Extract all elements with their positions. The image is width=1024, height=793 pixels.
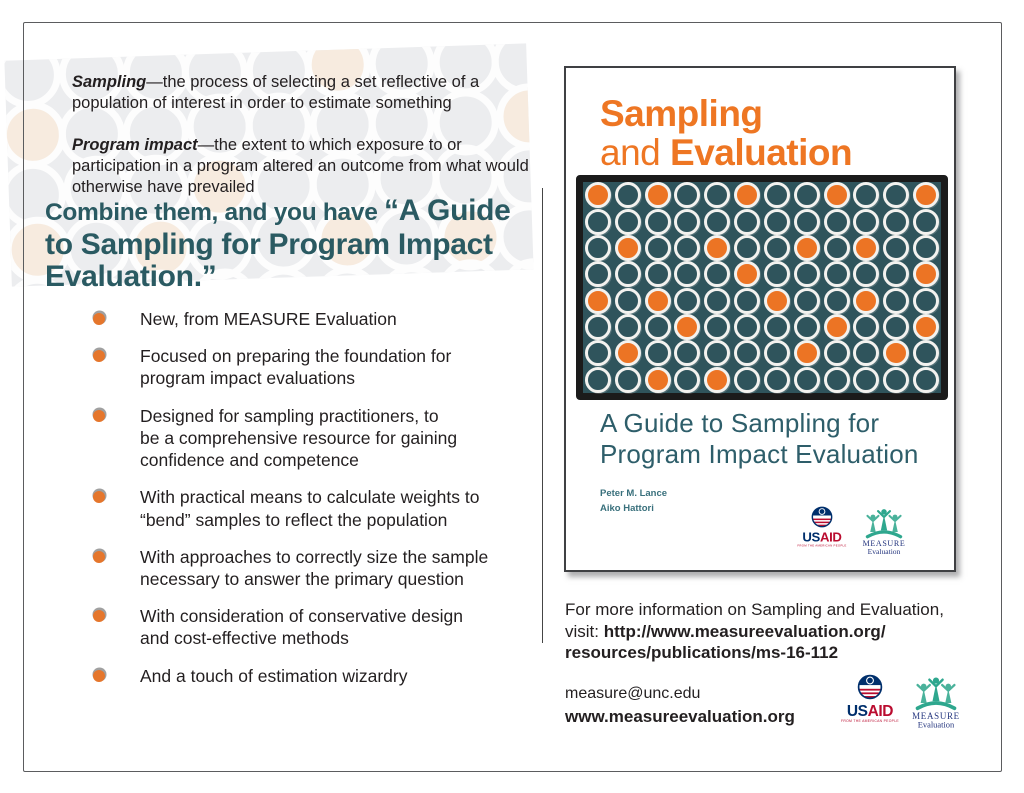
bullet-text: Designed for sampling practitioners, to be a comprehensive resource for gaining confidence and competence xyxy=(140,405,458,471)
svg-text:MEASURE: MEASURE xyxy=(912,710,960,721)
svg-text:USAID: USAID xyxy=(846,703,894,720)
sample-dot-filled xyxy=(853,235,879,261)
sample-dot-filled xyxy=(913,261,939,287)
sample-dot-empty xyxy=(913,340,939,366)
bullet-text: With practical means to calculate weights to “bend” samples to reflect the population xyxy=(140,487,480,530)
sample-dot-filled xyxy=(794,340,820,366)
sample-dot-empty xyxy=(883,261,909,287)
sample-dot-empty xyxy=(734,314,760,340)
sample-dot-empty xyxy=(794,182,820,208)
sample-dot-empty xyxy=(764,261,790,287)
svg-text:FROM THE AMERICAN PEOPLE: FROM THE AMERICAN PEOPLE xyxy=(840,719,900,723)
bullet-item xyxy=(93,665,529,687)
info-line2 xyxy=(565,621,944,643)
sample-dot-empty xyxy=(704,261,730,287)
sample-dot-empty xyxy=(704,182,730,208)
info-url-line1[interactable]: http://www.measureevaluation.org/ xyxy=(603,621,886,641)
sample-dot-empty xyxy=(764,182,790,208)
svg-text:Evaluation: Evaluation xyxy=(867,547,901,557)
sample-dot-empty xyxy=(585,340,611,366)
sample-dot-empty xyxy=(674,182,700,208)
sample-dot-filled xyxy=(615,235,641,261)
bullet-item xyxy=(93,546,529,590)
sample-dot-empty xyxy=(794,261,820,287)
sample-dot-filled xyxy=(645,288,671,314)
sample-dot-empty xyxy=(883,288,909,314)
bullet-item xyxy=(93,486,529,530)
sample-dot-empty xyxy=(585,235,611,261)
info-url-line2[interactable]: resources/publications/ms-16-112 xyxy=(565,643,839,662)
sample-dot-empty xyxy=(853,182,879,208)
sample-dot-empty xyxy=(824,367,850,393)
bullet-dot-icon xyxy=(93,313,105,325)
sample-dot-empty xyxy=(853,261,879,287)
sample-dot-empty xyxy=(794,367,820,393)
sample-dot-empty xyxy=(704,314,730,340)
bullet-dot-icon xyxy=(93,610,105,622)
sample-dot-empty xyxy=(764,367,790,393)
pattern-circle xyxy=(4,101,67,169)
sample-dot-empty xyxy=(824,288,850,314)
bullet-text: Focused on preparing the foundation for program impact evaluations xyxy=(140,346,452,389)
sample-dot-empty xyxy=(674,367,700,393)
contact-email[interactable]: measure@unc.edu xyxy=(565,685,701,702)
sample-dot-empty xyxy=(764,209,790,235)
pattern-circle xyxy=(4,43,62,109)
sample-dot-empty xyxy=(585,367,611,393)
sample-dot-filled xyxy=(674,314,700,340)
sample-dot-empty xyxy=(645,314,671,340)
sample-dot-empty xyxy=(913,235,939,261)
sample-dot-filled xyxy=(734,182,760,208)
sample-dot-empty xyxy=(883,367,909,393)
sample-dot-empty xyxy=(883,314,909,340)
sample-dot-empty xyxy=(674,288,700,314)
sample-dot-empty xyxy=(645,340,671,366)
sample-dot-empty xyxy=(585,261,611,287)
sample-dot-filled xyxy=(645,182,671,208)
sample-dot-empty xyxy=(883,209,909,235)
definition-text: —the process of selecting a set reflective of a population of interest in order to estimate something xyxy=(72,73,480,112)
sample-dot-empty xyxy=(734,288,760,314)
sample-dot-empty xyxy=(913,288,939,314)
definition-text: —the extent to which exposure to or participation in a program altered an outcome from what would otherwise have prevailed xyxy=(72,135,529,196)
sample-dot-empty xyxy=(853,209,879,235)
bullet-dot-icon xyxy=(93,551,105,563)
sample-dot-empty xyxy=(645,235,671,261)
bullet-item xyxy=(93,605,529,649)
cover-title-evaluation: Evaluation xyxy=(670,132,853,173)
dot-grid xyxy=(576,175,948,400)
sample-dot-filled xyxy=(764,288,790,314)
bullet-item xyxy=(93,308,529,330)
sample-dot-empty xyxy=(853,367,879,393)
sample-dot-empty xyxy=(734,340,760,366)
cover-authors: Peter M. Lance Aiko Hattori xyxy=(600,488,668,514)
book-cover xyxy=(564,66,956,572)
sample-dot-empty xyxy=(704,288,730,314)
sample-dot-empty xyxy=(794,288,820,314)
sample-dot-filled xyxy=(824,314,850,340)
sample-dot-empty xyxy=(615,314,641,340)
sample-dot-empty xyxy=(824,209,850,235)
bullet-dot-icon xyxy=(93,350,105,362)
sample-dot-empty xyxy=(674,340,700,366)
sample-dot-empty xyxy=(615,367,641,393)
sample-dot-empty xyxy=(824,235,850,261)
sample-dot-empty xyxy=(764,314,790,340)
sample-dot-empty xyxy=(883,235,909,261)
sample-dot-empty xyxy=(645,261,671,287)
svg-text:MEASURE: MEASURE xyxy=(862,539,906,549)
sample-dot-filled xyxy=(704,367,730,393)
cover-subtitle-line1: A Guide to Sampling for xyxy=(600,408,880,438)
definition-term: Sampling xyxy=(72,73,147,91)
cover-title-line2 xyxy=(600,133,852,172)
bullet-list xyxy=(93,308,529,702)
cover-title-line1: Sampling xyxy=(600,93,763,134)
headline xyxy=(45,194,547,292)
bullet-dot-icon xyxy=(93,491,105,503)
sample-dot-empty xyxy=(645,209,671,235)
sample-dot-empty xyxy=(824,340,850,366)
info-visit-label: visit: xyxy=(565,621,604,641)
sample-dot-empty xyxy=(615,182,641,208)
bullet-text: With approaches to correctly size the sample necessary to answer the primary question xyxy=(140,546,489,589)
sample-dot-filled xyxy=(883,340,909,366)
contact-block xyxy=(565,683,795,729)
sample-dot-empty xyxy=(853,314,879,340)
svg-text:FROM THE AMERICAN PEOPLE: FROM THE AMERICAN PEOPLE xyxy=(797,543,847,548)
cover-subtitle-line2: Program Impact Evaluation xyxy=(600,439,919,469)
sample-dot-filled xyxy=(704,235,730,261)
headline-quote: “A Guide to Sampling for Program Impact Evaluation.” xyxy=(45,194,511,293)
sample-dot-empty xyxy=(913,209,939,235)
sample-dot-empty xyxy=(883,182,909,208)
sample-dot-filled xyxy=(824,182,850,208)
sample-dot-filled xyxy=(585,182,611,208)
sample-dot-filled xyxy=(853,288,879,314)
sample-dot-empty xyxy=(734,235,760,261)
cover-logos xyxy=(796,506,910,562)
sample-dot-filled xyxy=(913,182,939,208)
contact-website[interactable]: www.measureevaluation.org xyxy=(565,707,795,726)
usaid-logo xyxy=(840,674,900,740)
definition-sampling xyxy=(72,72,534,114)
bottom-logos xyxy=(840,674,965,740)
bullet-text: And a touch of estimation wizardry xyxy=(140,665,408,686)
sample-dot-filled xyxy=(645,367,671,393)
cover-subtitle xyxy=(600,408,919,470)
sample-dot-filled xyxy=(794,235,820,261)
sample-dot-empty xyxy=(585,209,611,235)
sample-dot-empty xyxy=(764,235,790,261)
sample-dot-empty xyxy=(824,261,850,287)
bullet-dot-icon xyxy=(93,410,105,422)
sample-dot-empty xyxy=(674,209,700,235)
sample-dot-empty xyxy=(794,314,820,340)
sample-dot-empty xyxy=(615,261,641,287)
sample-dot-empty xyxy=(913,367,939,393)
definition-term: Program impact xyxy=(72,135,198,154)
bullet-dot-icon xyxy=(93,670,105,682)
usaid-logo xyxy=(796,506,848,562)
info-block xyxy=(565,599,944,664)
measure-evaluation-logo xyxy=(907,674,965,732)
sample-dot-empty xyxy=(794,209,820,235)
headline-lead: Combine them, and you have xyxy=(45,199,385,226)
sample-dot-empty xyxy=(853,340,879,366)
bullet-item xyxy=(93,345,529,389)
sample-dot-filled xyxy=(615,340,641,366)
sample-dot-empty xyxy=(704,340,730,366)
cover-title xyxy=(600,94,852,172)
sample-dot-empty xyxy=(734,367,760,393)
sample-dot-empty xyxy=(615,209,641,235)
sample-dot-empty xyxy=(585,314,611,340)
bullet-item xyxy=(93,405,529,472)
measure-evaluation-logo xyxy=(858,506,910,558)
sample-dot-empty xyxy=(734,209,760,235)
svg-text:Evaluation: Evaluation xyxy=(917,719,955,730)
cover-title-and: and xyxy=(600,132,671,173)
sample-dot-empty xyxy=(704,209,730,235)
sample-dot-empty xyxy=(615,288,641,314)
sample-dot-filled xyxy=(913,314,939,340)
sample-dot-empty xyxy=(674,261,700,287)
definition-program-impact xyxy=(72,135,534,198)
svg-text:USAID: USAID xyxy=(802,529,842,545)
sample-dot-empty xyxy=(764,340,790,366)
bullet-text: With consideration of conservative design and cost-effective methods xyxy=(140,606,463,649)
sample-dot-empty xyxy=(674,235,700,261)
sample-dot-filled xyxy=(585,288,611,314)
sample-dot-filled xyxy=(734,261,760,287)
bullet-text: New, from MEASURE Evaluation xyxy=(140,309,397,329)
info-line1: For more information on Sampling and Evaluation, xyxy=(565,600,944,619)
